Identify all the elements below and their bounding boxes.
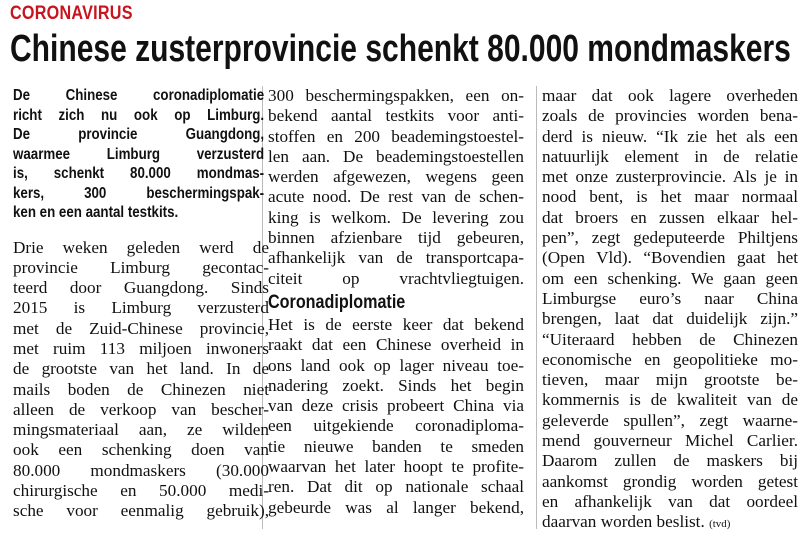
- text-line: ons land ook op lager niveau toe-: [268, 355, 524, 375]
- body-text: [268, 315, 524, 518]
- text-line: Drie weken geleden werd de: [13, 237, 269, 257]
- text-line: provincie Limburg gecontac-: [13, 257, 269, 277]
- text-line: met de Zuid-Chinese provincie,: [13, 318, 269, 338]
- text-line: tieven, maar mijn grootste be-: [542, 370, 798, 390]
- text-line: citeit op vrachtvliegtuigen.: [268, 268, 524, 288]
- text-line: gebeurde was al langer bekend,: [268, 497, 524, 517]
- text-line: (Open Vld). “Bovendien gaat het: [542, 248, 798, 268]
- article-lead: [13, 86, 269, 223]
- text-line: de grootste van het land. In de: [13, 359, 269, 379]
- text-line: met ruim 113 miljoen inwoners: [13, 338, 269, 358]
- text-line: een uitgekiende coronadiploma-: [268, 416, 524, 436]
- text-line: nood bent, is het maar normaal: [542, 187, 798, 207]
- article-column-3: [542, 86, 798, 535]
- text-line: acute nood. De rest van de schen-: [268, 187, 524, 207]
- text-line: dat broers en zussen elkaar hel-: [542, 207, 798, 227]
- text-line: Het is de eerste keer dat bekend: [268, 314, 524, 334]
- body-text: [13, 238, 269, 522]
- text-line: 300 beschermingspakken, een on-: [268, 86, 524, 105]
- text-line: geleverde spullen”, zegt waarne-: [542, 410, 798, 430]
- text-line: Daarom zullen de maskers bij: [542, 451, 798, 471]
- text-line: van deze crisis probeert China via: [268, 396, 524, 416]
- text-line: mingsmateriaal aan, ze wilden: [13, 420, 269, 440]
- text-line: De Chinese coronadiplomatie: [13, 87, 265, 104]
- body-text: [542, 86, 798, 512]
- author-byline: (tvd): [709, 518, 731, 531]
- text-line: binnen afzienbare tijd gebeuren,: [268, 228, 524, 248]
- article-kicker: CORONAVIRUS: [10, 3, 133, 24]
- text-line: mails boden de Chinezen niet: [13, 379, 269, 399]
- article-column-1: [13, 86, 269, 522]
- text-line: tie nieuwe banden te smeden: [268, 436, 524, 456]
- body-text-last-line: [542, 512, 798, 534]
- text-line: is, schenkt 80.000 mondmas-: [13, 165, 265, 182]
- text-line: alleen de verkoop van bescher-: [13, 399, 269, 419]
- text-line: raakt dat een Chinese overheid in: [268, 335, 524, 355]
- text-line: Limburgse euro’s naar China: [542, 288, 798, 308]
- text-line: maar dat ook lagere overheden: [542, 86, 798, 105]
- text-line: nadering zoekt. Sinds het begin: [268, 375, 524, 395]
- text-line: kers, 300 beschermingspak-: [13, 184, 265, 202]
- text-line: pen”, zegt gedeputeerde Philtjens: [542, 228, 798, 248]
- text-line: om een schenking. We gaan geen: [542, 268, 798, 288]
- text-line: De provincie Guangdong,: [13, 126, 265, 143]
- text-line: derd is nieuw. “Ik zie het als een: [542, 126, 798, 146]
- text-line: stoffen en 200 beademingstoestel-: [268, 126, 524, 146]
- text-line: sche voor eenmalig gebruik),: [13, 501, 269, 521]
- text-line: richt zich nu ook op Limburg.: [13, 106, 265, 124]
- text-line: zoals de provincies worden bena-: [542, 106, 798, 126]
- text-line: brengen, laat dat duidelijk zijn.”: [542, 309, 798, 329]
- text-line: ren. Dat dit op nationale schaal: [268, 477, 524, 497]
- text-line: teerd door Guangdong. Sinds: [13, 278, 269, 298]
- closing-sentence: daarvan worden beslist.: [542, 512, 705, 532]
- text-line: 2015 is Limburg verzusterd: [13, 298, 269, 318]
- text-line: bekend aantal testkits voor anti-: [268, 106, 524, 126]
- text-line: chirurgische en 50.000 medi-: [13, 481, 269, 501]
- text-line: waarvan het later hoopt te profite-: [268, 457, 524, 477]
- text-line: economische en geopolitieke mo-: [542, 349, 798, 369]
- text-line: ken en een aantal testkits.: [13, 204, 179, 221]
- text-line: len aan. De beademingstoestellen: [268, 146, 524, 166]
- section-subhead: Coronadiplomatie: [268, 291, 406, 313]
- text-line: 80.000 mondmaskers (30.000: [13, 460, 269, 480]
- text-line: kommernis is de kwaliteit van de: [542, 390, 798, 410]
- text-line: met onze zusterprovincie. Als je in: [542, 167, 798, 187]
- text-line: ook een schenking doen van: [13, 440, 269, 460]
- text-line: natuurlijk element in de relatie: [542, 146, 798, 166]
- text-line: “Uiteraard hebben de Chinezen: [542, 329, 798, 349]
- text-line: werden afgewezen, wegens geen: [268, 167, 524, 187]
- article-headline: Chinese zusterprovincie schenkt 80.000 mondmaskers: [10, 28, 791, 70]
- text-line: mend gouverneur Michel Carlier.: [542, 431, 798, 451]
- text-line: waarmee Limburg verzusterd: [13, 145, 265, 163]
- body-text: [268, 86, 524, 289]
- text-line: king is welkom. De levering zou: [268, 207, 524, 227]
- text-line: afhankelijk van de transportcapa-: [268, 248, 524, 268]
- column-divider: [536, 86, 537, 529]
- text-line: en afhankelijk van dat oordeel: [542, 491, 798, 511]
- article-column-2: [268, 86, 524, 518]
- text-line: aankomst grondig worden getest: [542, 471, 798, 491]
